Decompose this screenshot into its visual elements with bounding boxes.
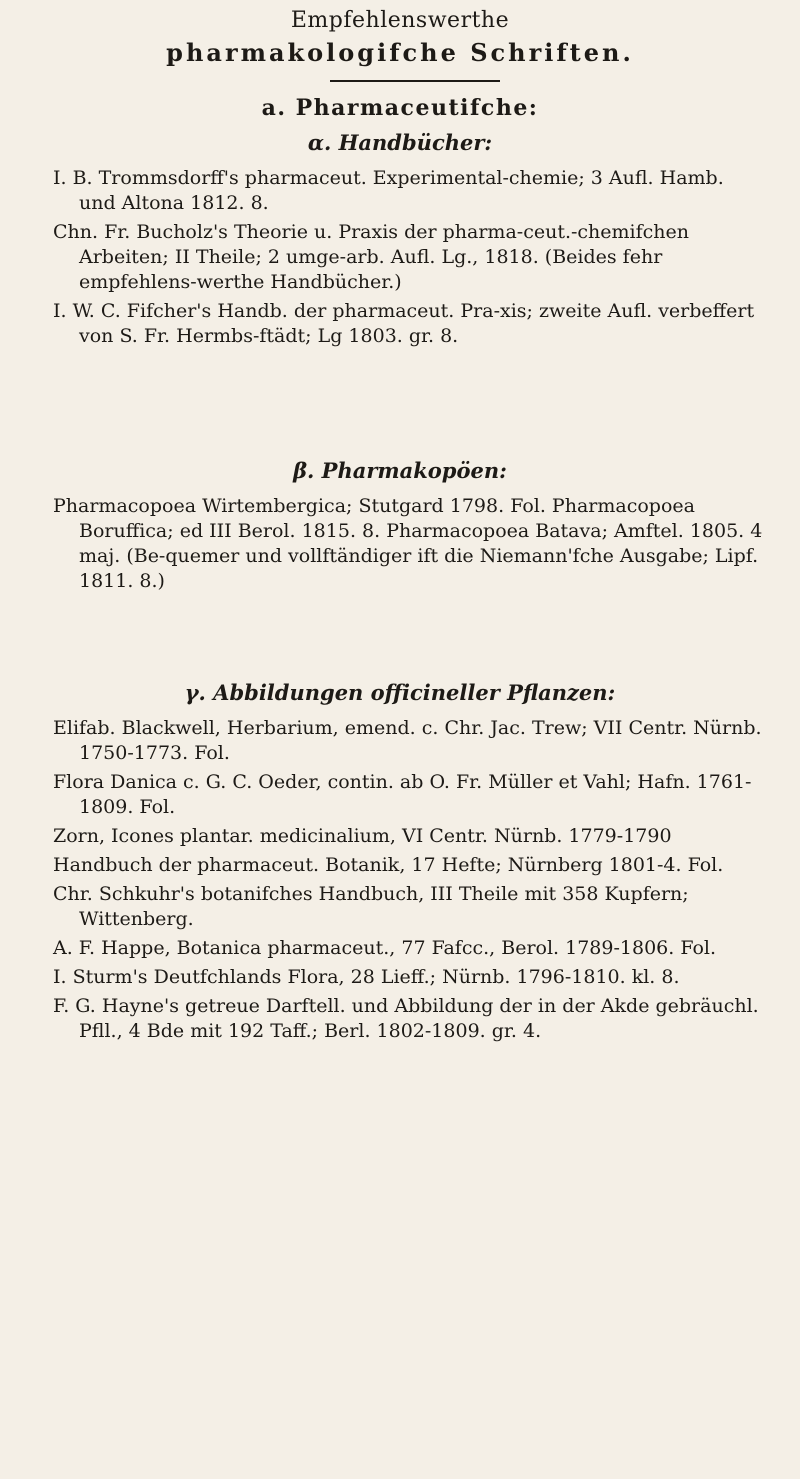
alpha-list [53,166,763,349]
list-item: Handbuch der pharmaceut. Botanik, 17 Hefte; Nürnberg 1801-4. Fol. [53,854,724,876]
list-item: Zorn, Icones plantar. medicinalium, VI Centr. Nürnb. 1779-1790 [53,825,672,847]
list-item: F. G. Hayne's getreue Darftell. und Abbildung der in der Akde gebräuchl. Pfll., 4 Bde mit 192 Taff.; Berl. 1802-1809. gr. 4. [53,995,759,1042]
list-item: Pharmacopoea Wirtembergica; Stutgard 1798. Fol. Pharmacopoea Boruffica; ed III Berol. 1815. 8. Pharmacopoea Batava; Amftel. 1805. 4 maj. (Be-quemer und vollftändiger ift die Niemann'fche Ausgabe; Lipf. 1811. 8.) [53,495,763,592]
beta-list [53,494,763,594]
alpha-heading: α. Handbücher: [307,130,493,155]
list-item: I. Sturm's Deutfchlands Flora, 28 Lieff.; Nürnb. 1796-1810. kl. 8. [53,966,680,988]
list-item: I. B. Trommsdorff's pharmaceut. Experimental-chemie; 3 Aufl. Hamb. und Altona 1812. 8. [53,167,724,214]
section-a-heading: a. Pharmaceutifche: [261,95,539,121]
header-subtitle: pharmakologifche Schriften. [166,38,634,67]
list-item: Elifab. Blackwell, Herbarium, emend. c. Chr. Jac. Trew; VII Centr. Nürnb. 1750-1773. Fol. [53,717,762,764]
gamma-list [53,716,763,1044]
list-item: Flora Danica c. G. C. Oeder, contin. ab O. Fr. Müller et Vahl; Hafn. 1761-1809. Fol. [53,771,752,818]
gamma-heading: γ. Abbildungen officineller Pflanzen: [184,680,616,705]
list-item: A. F. Happe, Botanica pharmaceut., 77 Fafcc., Berol. 1789-1806. Fol. [53,937,717,959]
list-item: Chn. Fr. Bucholz's Theorie u. Praxis der pharma-ceut.-chemifchen Arbeiten; II Theile; 2 umge-arb. Aufl. Lg., 1818. (Beides fehr empfehlens-werthe Handbücher.) [53,221,690,293]
divider-rule [330,80,500,82]
list-item: I. W. C. Fifcher's Handb. der pharmaceut. Pra-xis; zweite Aufl. verbeffert von S. Fr. Hermbs-ftädt; Lg 1803. gr. 8. [53,300,755,347]
beta-heading: β. Pharmakopöen: [293,458,507,483]
list-item: Chr. Schkuhr's botanifches Handbuch, III Theile mit 358 Kupfern; Wittenberg. [53,883,689,930]
header-title: Empfehlenswerthe [290,8,510,33]
